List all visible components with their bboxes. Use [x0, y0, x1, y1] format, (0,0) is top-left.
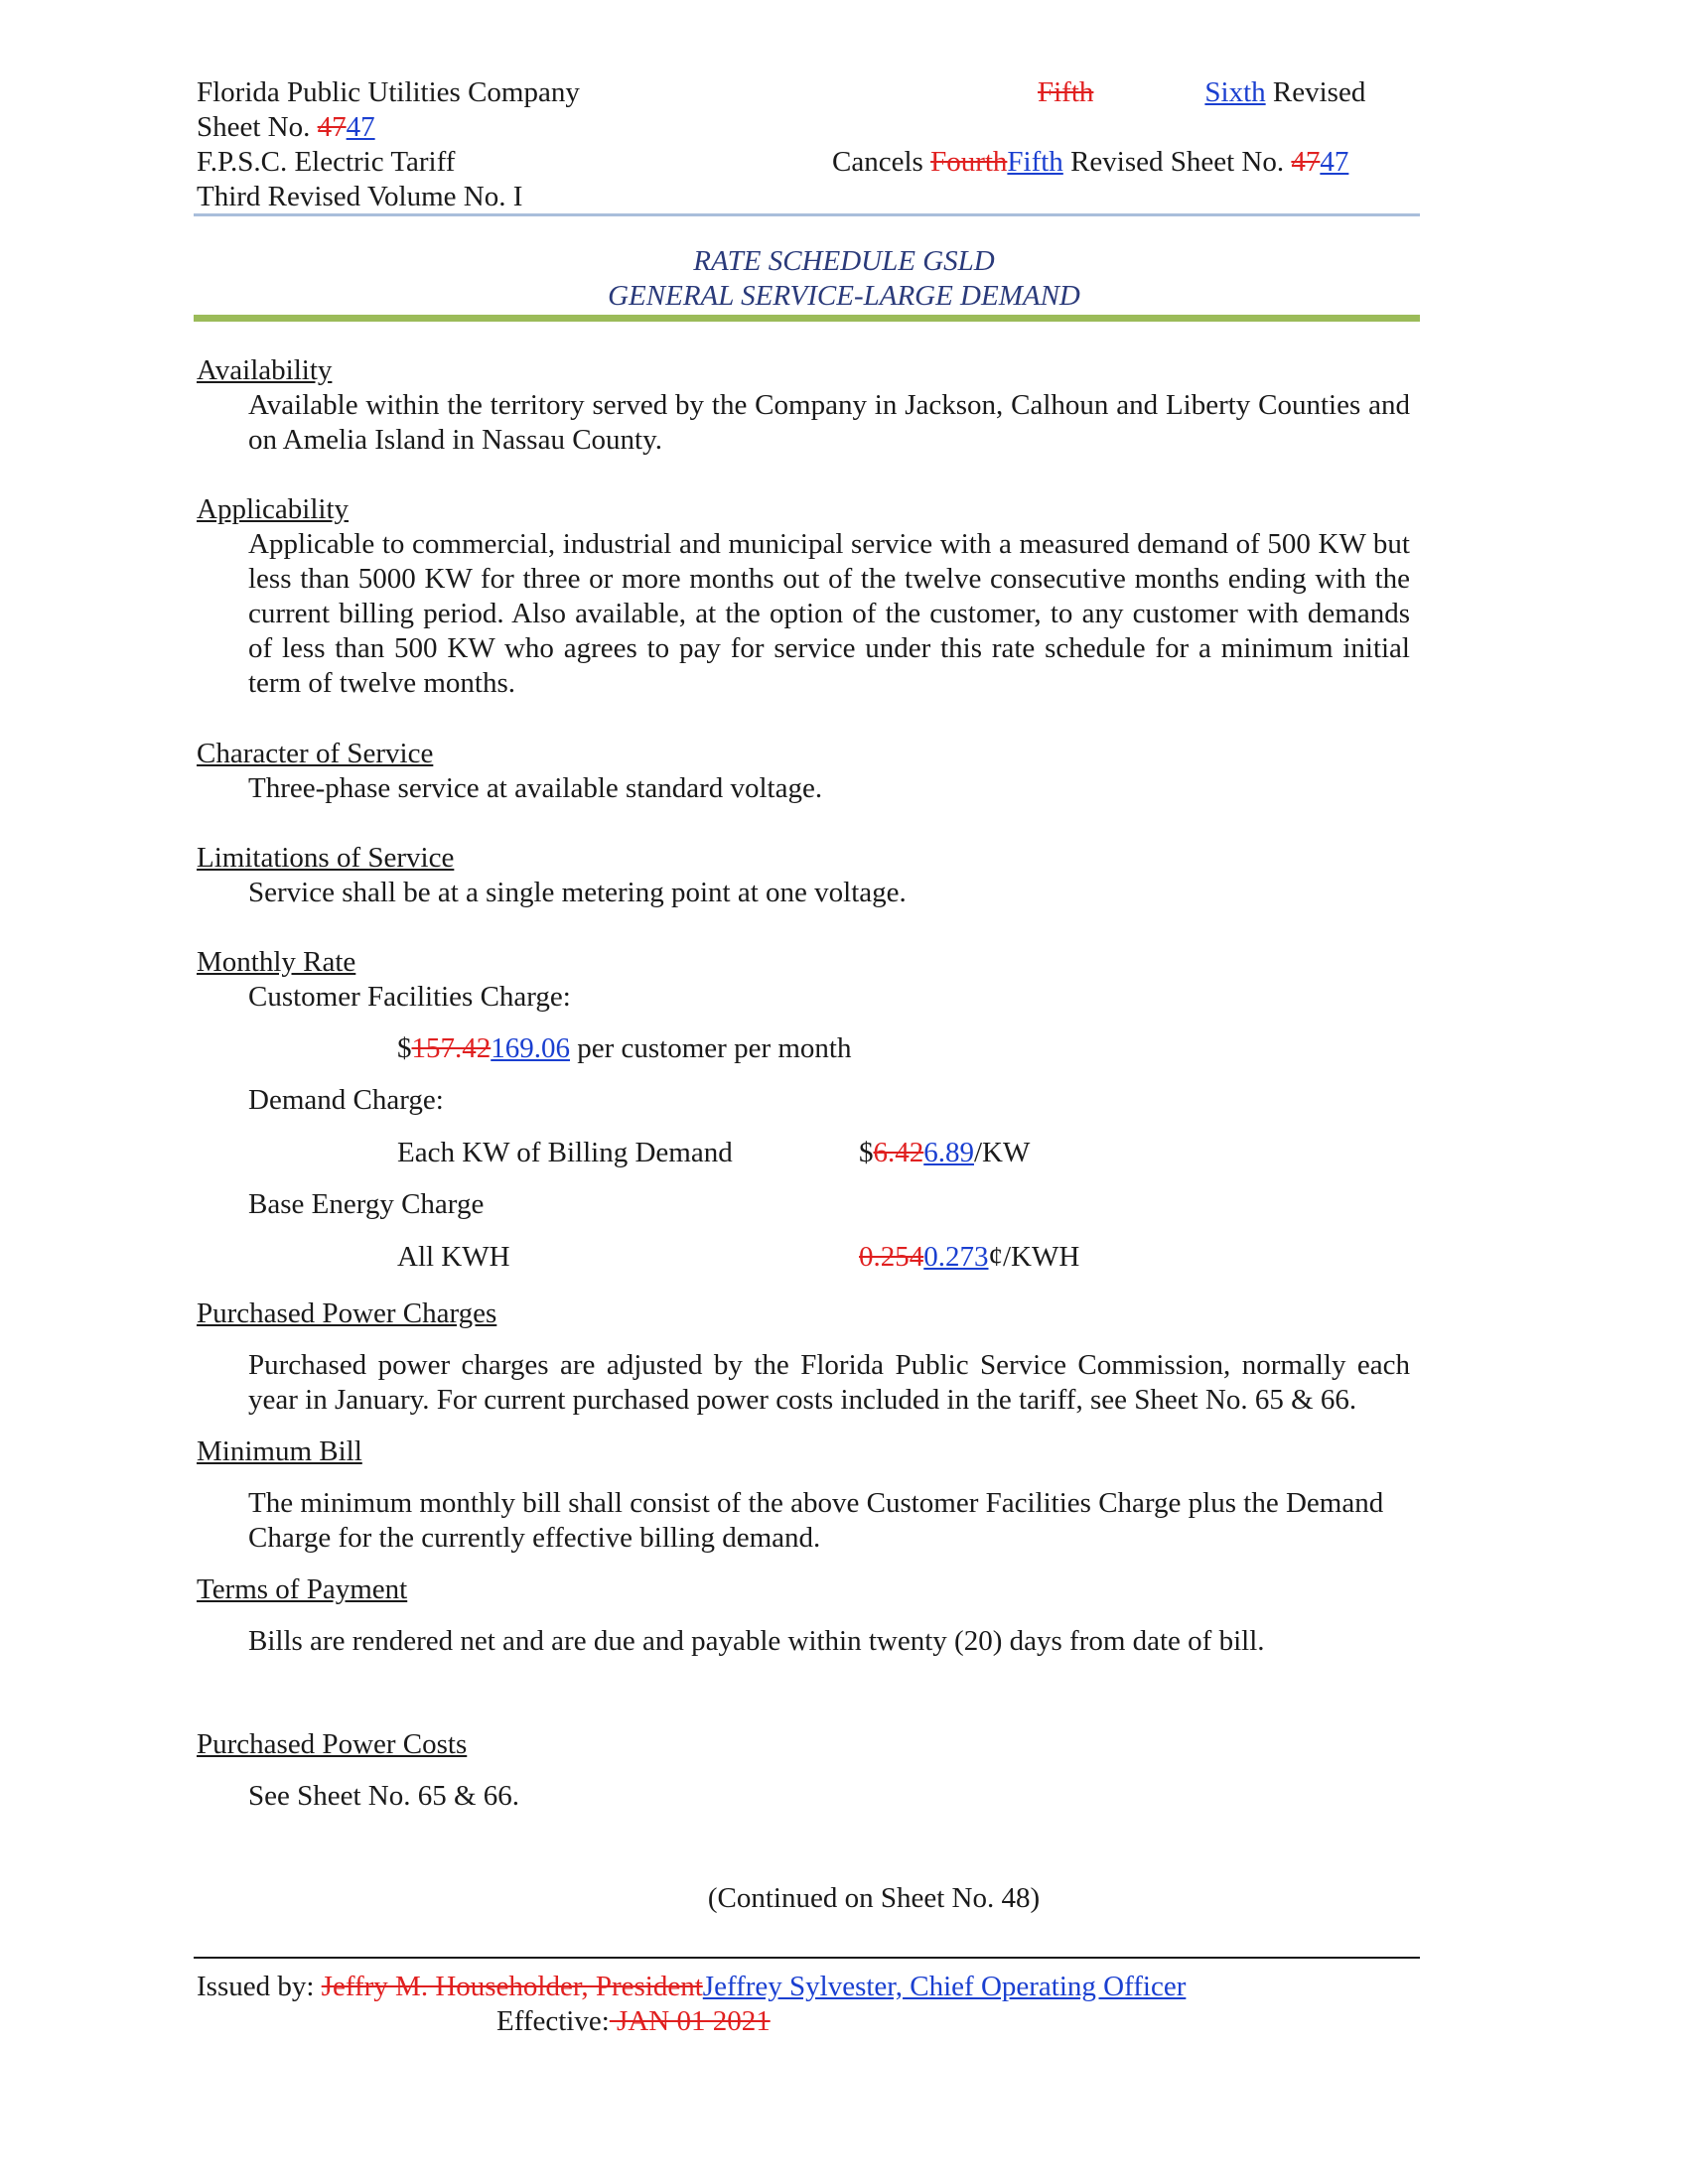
character-text: Three-phase service at available standard voltage.	[248, 772, 823, 804]
sheet-number-inserted: 47	[346, 111, 375, 143]
cancels-inserted: Fifth	[1007, 146, 1063, 178]
cfc-value: $157.42169.06 per customer per month	[397, 1032, 852, 1064]
cancels-mid: Revised Sheet No.	[1062, 146, 1292, 178]
issued-by	[197, 1970, 1186, 2004]
schedule-subtitle: GENERAL SERVICE-LARGE DEMAND	[608, 280, 1080, 312]
terms-heading: Terms of Payment	[197, 1573, 408, 1605]
energy-item: All KWH	[397, 1241, 510, 1273]
availability-heading: Availability	[197, 354, 333, 386]
demand-inserted: 6.89	[923, 1137, 974, 1168]
cancels-deleted: Fourth	[930, 146, 1008, 178]
company-name: Florida Public Utilities Company	[197, 76, 580, 108]
monthly-rate-heading: Monthly Rate	[197, 946, 356, 978]
availability-text: Available within the territory served by the Company in Jackson, Calhoun and Liberty Counties and on Amelia Island in Nassau County.	[248, 389, 1410, 456]
demand-deleted: 6.42	[873, 1137, 924, 1168]
purchased-charges-heading: Purchased Power Charges	[197, 1297, 497, 1329]
revision-line	[978, 75, 1365, 110]
tariff-name: F.P.S.C. Electric Tariff	[197, 146, 456, 178]
purchased-costs-text: See Sheet No. 65 & 66.	[248, 1780, 520, 1812]
applicability-text: Applicable to commercial, industrial and municipal service with a measured demand of 500 KW but less than 5000 KW for three or more months out of the twelve consecutive months ending with the current billing period. Also available, at the option of the customer, to any customer with demands of less than 500 KW who agrees to pay for service under this rate schedule for a minimum initial term of twelve months.	[248, 528, 1410, 699]
cfc-inserted: 169.06	[491, 1032, 570, 1064]
header-divider	[194, 213, 1420, 216]
cfc-deleted: 157.42	[411, 1032, 492, 1064]
cancels-sheet-deleted: 47	[1291, 146, 1321, 178]
limitations-text: Service shall be at a single metering point at one voltage.	[248, 877, 907, 908]
demand-item: Each KW of Billing Demand	[397, 1137, 733, 1168]
applicability-heading: Applicability	[197, 493, 350, 525]
energy-label: Base Energy Charge	[248, 1188, 485, 1220]
sheet-label: Sheet No.	[197, 111, 318, 143]
purchased-charges-text: Purchased power charges are adjusted by the Florida Public Service Commission, normally each year in January. For current purchased power costs included in the tariff, see Sheet No. 65 & 66.	[248, 1349, 1410, 1416]
demand-label: Demand Charge:	[248, 1084, 444, 1116]
issued-inserted: Jeffrey Sylvester, Chief Operating Officer	[702, 1971, 1187, 2002]
terms-text: Bills are rendered net and are due and payable within twenty (20) days from date of bill.	[248, 1625, 1265, 1657]
footer-divider	[194, 1957, 1420, 1959]
purchased-costs-heading: Purchased Power Costs	[197, 1728, 468, 1760]
effective-date	[496, 2004, 771, 2039]
continued-note: (Continued on Sheet No. 48)	[707, 1882, 1041, 1914]
revision-suffix: Revised	[1265, 76, 1366, 108]
energy-inserted: 0.273	[923, 1241, 989, 1273]
issued-deleted: Jeffry M. Householder, President	[321, 1971, 703, 2002]
cancels-sheet-inserted: 47	[1320, 146, 1349, 178]
volume-name: Third Revised Volume No. I	[197, 181, 523, 212]
demand-value: $6.426.89/KW	[859, 1137, 1031, 1168]
limitations-heading: Limitations of Service	[197, 842, 455, 874]
character-heading: Character of Service	[197, 738, 434, 769]
cfc-label: Customer Facilities Charge:	[248, 981, 571, 1013]
effective-label: Effective:	[496, 2005, 610, 2037]
energy-deleted: 0.254	[859, 1241, 924, 1273]
sheet-number-deleted: 47	[317, 111, 347, 143]
revision-deleted: Fifth	[1038, 76, 1094, 108]
title-divider	[194, 315, 1420, 322]
energy-value: 0.2540.273¢/KWH	[859, 1241, 1080, 1273]
cancels-line	[832, 145, 1348, 180]
effective-deleted: JAN 01 2021	[609, 2005, 771, 2037]
issued-label: Issued by:	[197, 1971, 322, 2002]
minimum-bill-text: The minimum monthly bill shall consist of the above Customer Facilities Charge plus the Demand Charge for the currently effective billing demand.	[248, 1487, 1384, 1554]
schedule-title: RATE SCHEDULE GSLD	[693, 245, 995, 277]
sheet-number	[197, 110, 375, 145]
revision-inserted: Sixth	[1204, 76, 1266, 108]
cancels-prefix: Cancels	[832, 146, 931, 178]
minimum-bill-heading: Minimum Bill	[197, 1435, 362, 1467]
